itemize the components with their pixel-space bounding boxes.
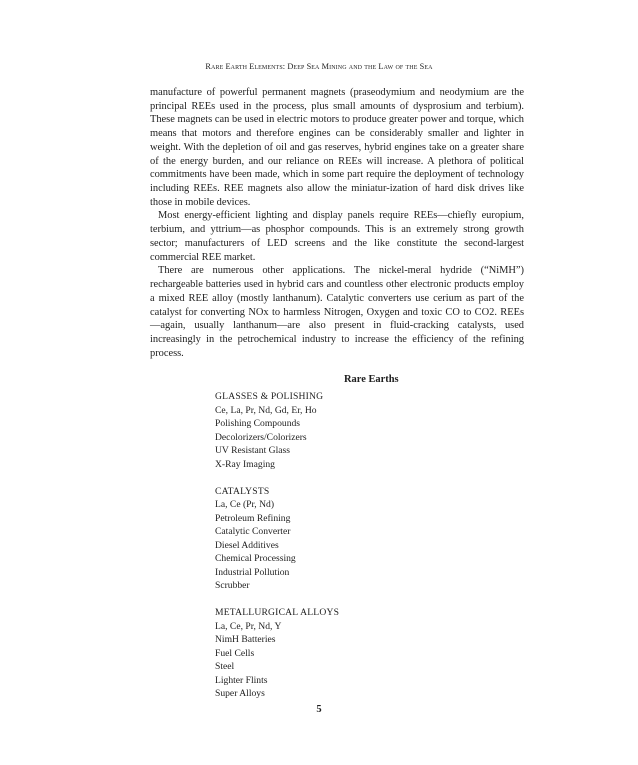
table-group-catalysts bbox=[215, 485, 339, 593]
table-group-metallurgical bbox=[215, 606, 339, 701]
group-heading: GLASSES & POLISHING bbox=[215, 391, 324, 402]
list-item: Diesel Additives bbox=[215, 539, 279, 551]
list-item: Scrubber bbox=[215, 580, 250, 591]
list-item: Lighter Flints bbox=[215, 674, 268, 686]
table-title: Rare Earths bbox=[344, 374, 399, 385]
list-item: Steel bbox=[215, 661, 235, 672]
list-item: NimH Batteries bbox=[215, 634, 276, 645]
paragraph: manufacture of powerful permanent magnets (praseodymium and neodymium are the principal REEs used in the process, plus small amounts of dysprosium and terbium). These magnets can be used in electric motors to produce greater power and torque, which means that motors and therefore engines can be considerably smaller and lighter in weight. With the depletion of oil and gas reserves, hybrid engines take on a greater share of the energy burden, and our reliance on REEs will increase. A plethora of political commitments have been made, which in some part require the deployment of technology including REEs. REE magnets also allow the miniatur-ization of hard disk drives like those in mobile devices. bbox=[150, 87, 524, 208]
list-item: Super Alloys bbox=[215, 688, 265, 699]
rare-earths-table bbox=[215, 390, 339, 701]
list-item: Catalytic Converter bbox=[215, 526, 291, 537]
body-text bbox=[150, 86, 524, 360]
list-item: Polishing Compounds bbox=[215, 418, 301, 429]
list-item: Fuel Cells bbox=[215, 647, 255, 659]
list-item: X-Ray Imaging bbox=[215, 458, 275, 470]
running-head: Rare Earth Elements: Deep Sea Mining and the Law of the Sea bbox=[205, 62, 433, 71]
paragraph: There are numerous other applications. The nickel-meral hydride (“NiMH”) rechargeable batteries used in hybrid cars and countless other electronic products employ a mixed REE alloy (mostly lanthanum). Catalytic converters use cerium as part of the catalyst for converting NOx to harmless Nitrogen, Oxygen and toxic CO to CO2. REEs—again, usually lanthanum—are also present in fluid-cracking catalysts, used increasingly in the petrochemical industry to increase the efficiency of the refining process. bbox=[150, 265, 524, 359]
group-elements: La, Ce, Pr, Nd, Y bbox=[215, 620, 282, 632]
list-item: UV Resistant Glass bbox=[215, 445, 290, 456]
list-item: Petroleum Refining bbox=[215, 512, 291, 524]
page-number: 5 bbox=[316, 704, 322, 715]
list-item: Chemical Processing bbox=[215, 553, 296, 564]
group-elements: La, Ce (Pr, Nd) bbox=[215, 499, 275, 510]
group-heading: CATALYSTS bbox=[215, 485, 270, 497]
group-elements: Ce, La, Pr, Nd, Gd, Er, Ho bbox=[215, 404, 317, 416]
table-group-glasses bbox=[215, 390, 339, 471]
list-item: Decolorizers/Colorizers bbox=[215, 431, 307, 443]
paragraph: Most energy-efficient lighting and display panels require REEs—chiefly europium, terbium, and yttrium—as phosphor compounds. This is an extremely strong growth sector; manufacturers of LED screens and the like constitute the second-largest commercial REE market. bbox=[150, 210, 524, 263]
group-heading: METALLURGICAL ALLOYS bbox=[215, 607, 340, 618]
list-item: Industrial Pollution bbox=[215, 566, 290, 578]
